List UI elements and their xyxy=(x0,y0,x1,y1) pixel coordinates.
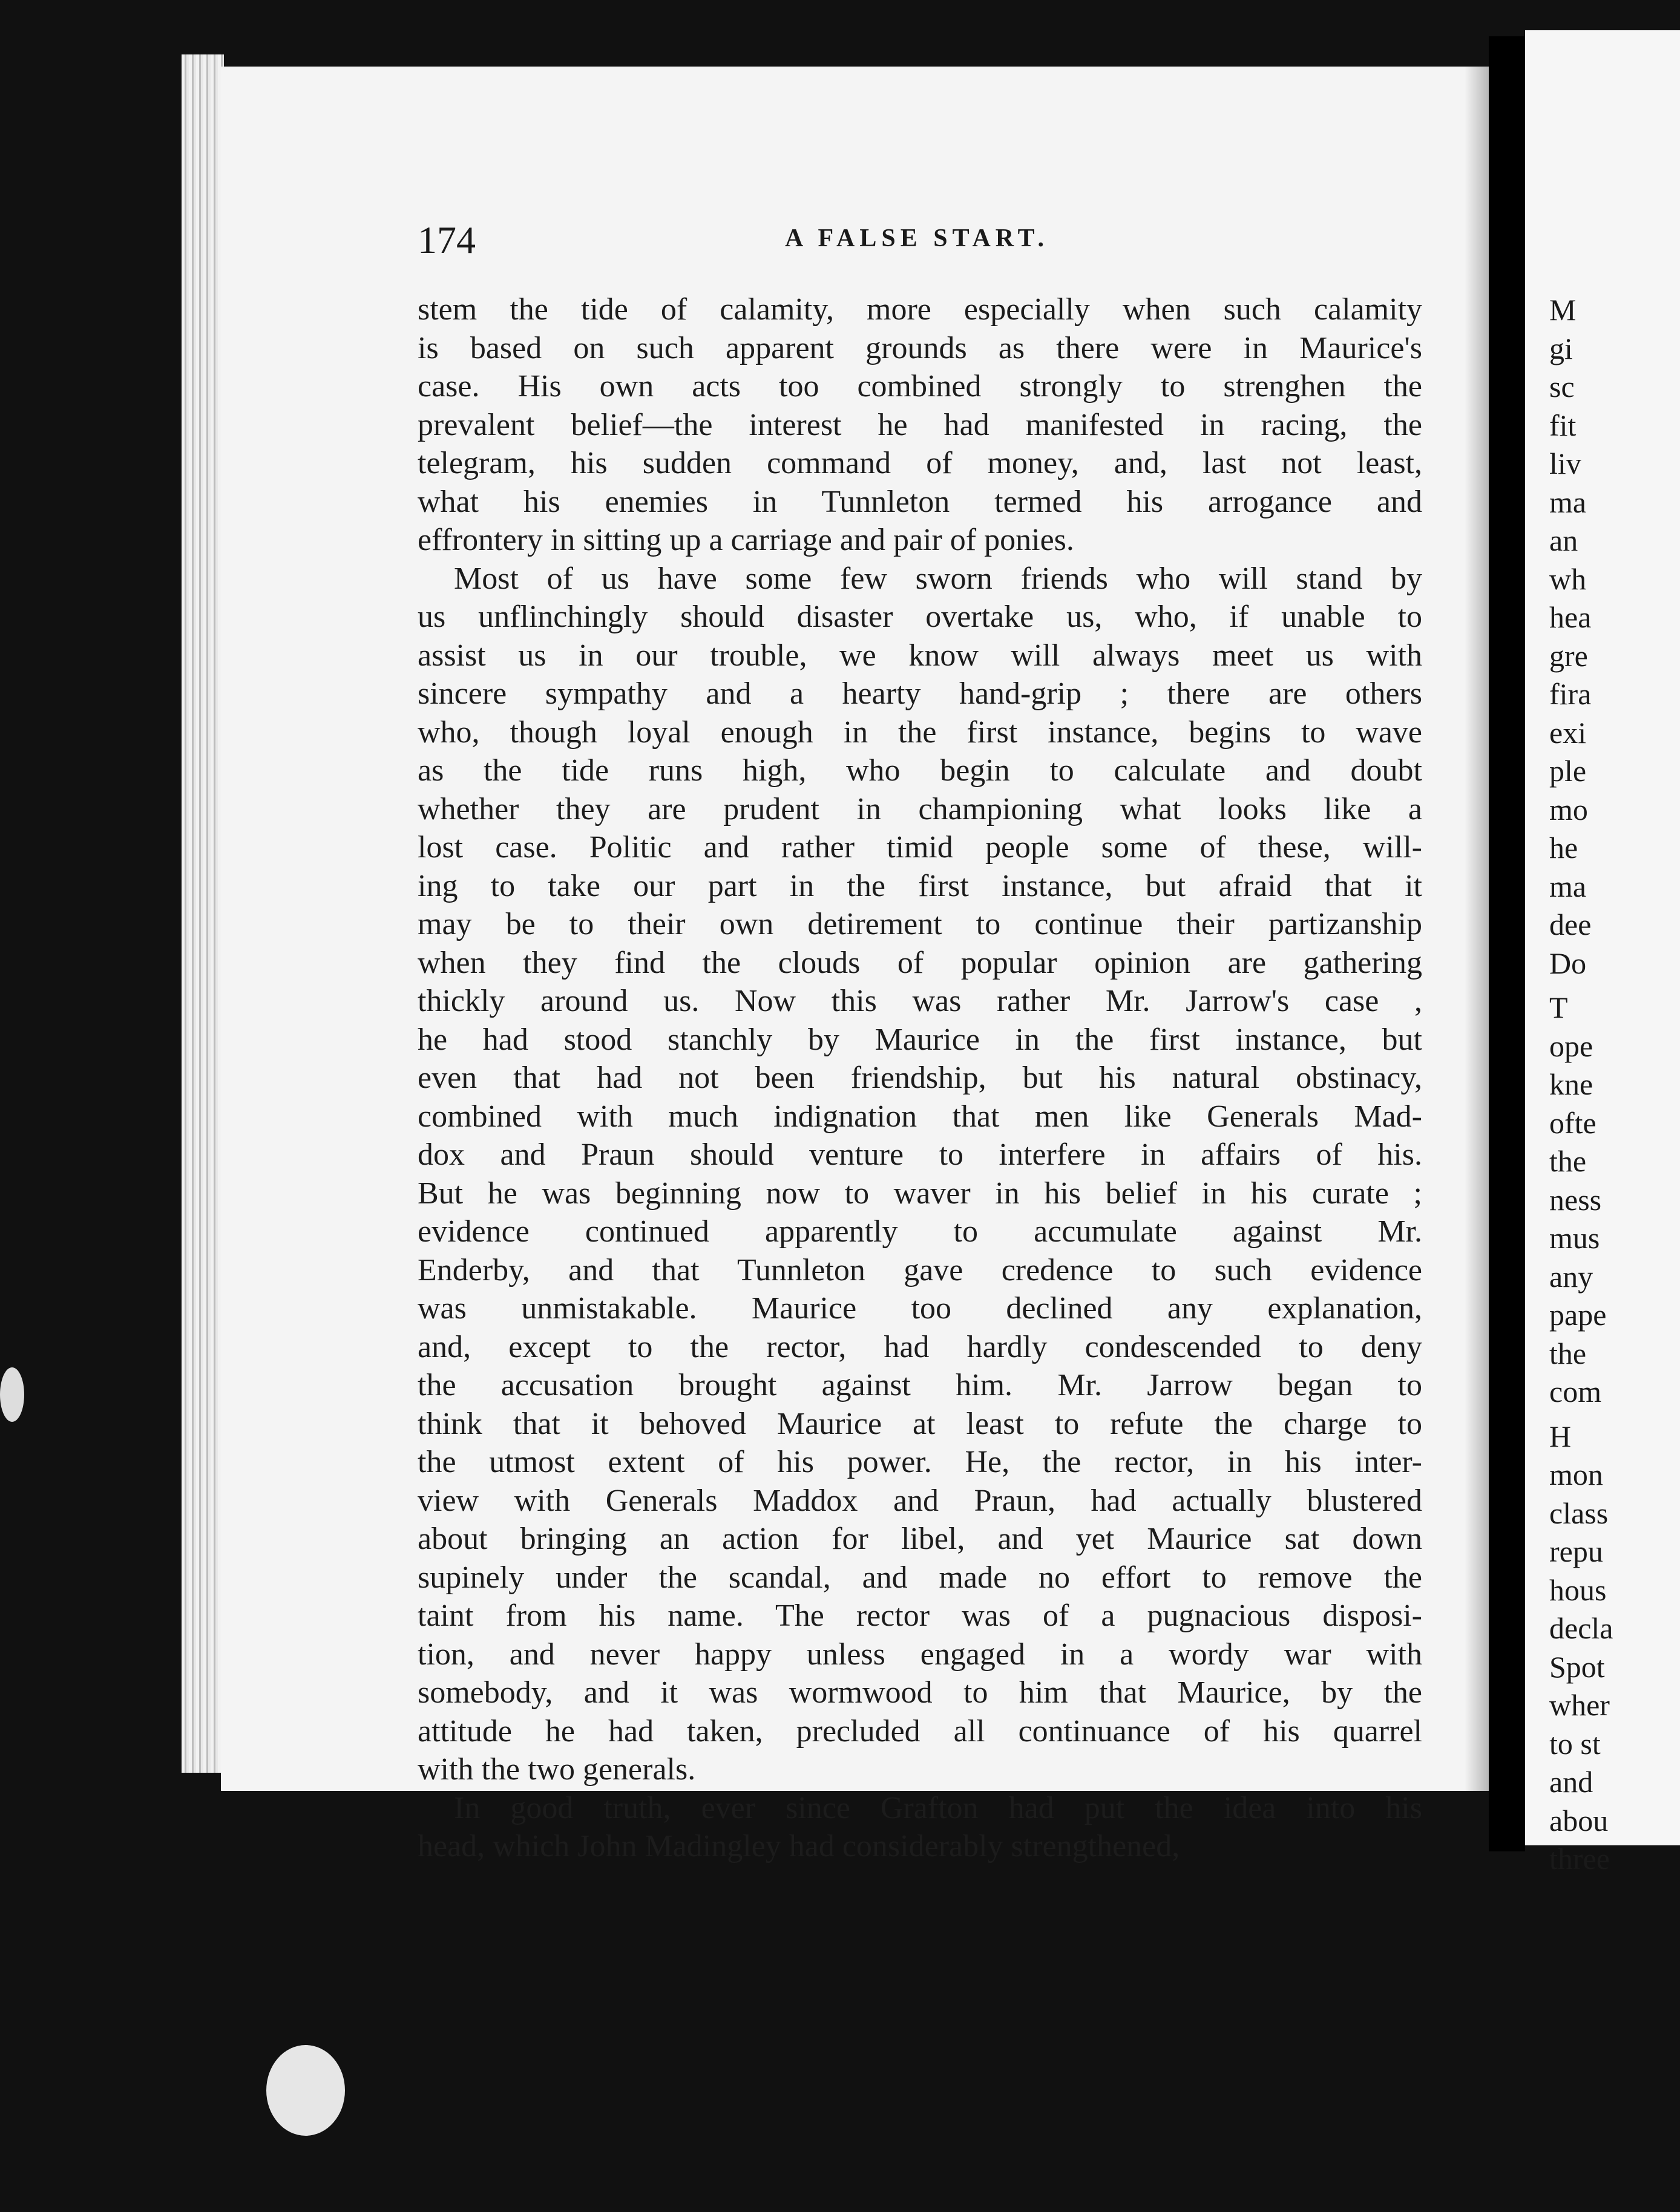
text-line: he had stood stanchly by Maurice in the first instance, but xyxy=(418,1022,1422,1057)
text-line: tion, and never happy unless engaged in a wordy war with xyxy=(418,1637,1422,1672)
facing-page-fragment: any xyxy=(1549,1259,1593,1294)
facing-page-fragment: three xyxy=(1549,1842,1610,1876)
facing-page-fragment: ma xyxy=(1549,869,1587,903)
book-gutter xyxy=(1489,36,1525,1851)
text-line: view with Generals Maddox and Praun, had actually blustered xyxy=(418,1483,1422,1518)
text-line: when they find the clouds of popular opinion are gathering xyxy=(418,945,1422,980)
text-line: think that it behoved Maurice at least to refute the charge to xyxy=(418,1406,1422,1441)
paper-speck xyxy=(0,1367,24,1422)
paragraph xyxy=(418,560,1422,1789)
text-line: head, which John Madingley had considerably strengthened, xyxy=(418,1829,1180,1864)
facing-page-fragment: mus xyxy=(1549,1221,1600,1255)
facing-page-fragment: pape xyxy=(1549,1298,1607,1332)
facing-page-fragment: Do xyxy=(1549,946,1587,980)
facing-page-fragment: kne xyxy=(1549,1067,1593,1101)
text-line: taint from his name. The rector was of a pugnacious disposi- xyxy=(418,1598,1422,1633)
facing-page-fragment: M xyxy=(1549,293,1577,327)
text-line: what his enemies in Tunnleton termed his arrogance and xyxy=(418,484,1422,519)
text-line: even that had not been friendship, but his natural obstinacy, xyxy=(418,1061,1422,1095)
body-text xyxy=(418,290,1422,1866)
text-line: and, except to the rector, had hardly condescended to deny xyxy=(418,1329,1422,1364)
text-line: us unflinchingly should disaster overtake us, who, if unable to xyxy=(418,600,1422,634)
text-line: attitude he had taken, precluded all continuance of his quarrel xyxy=(418,1713,1422,1749)
facing-page-fragment: gre xyxy=(1549,638,1588,673)
facing-page-fragment: an xyxy=(1549,523,1578,557)
text-line: assist us in our trouble, we know will always meet us with xyxy=(418,638,1422,673)
facing-page-fragment: class xyxy=(1549,1496,1609,1530)
facing-page-fragment: T xyxy=(1549,990,1568,1024)
text-line: whether they are prudent in championing what looks like a xyxy=(418,791,1422,826)
paragraph xyxy=(418,1789,1422,1866)
facing-page-fragment: the xyxy=(1549,1144,1587,1178)
facing-page-fragment: hea xyxy=(1549,600,1592,634)
facing-page-fragment: fira xyxy=(1549,677,1592,711)
running-title: A FALSE START. xyxy=(784,224,1049,252)
facing-page-fragment: H xyxy=(1549,1419,1572,1453)
text-line: the accusation brought against him. Mr. Jarrow began to xyxy=(418,1368,1422,1402)
text-line: with the two generals. xyxy=(418,1752,696,1787)
text-line: the utmost extent of his power. He, the rector, in his inter- xyxy=(418,1445,1422,1479)
text-line: case. His own acts too combined strongly to strenghen the xyxy=(418,369,1422,404)
facing-page xyxy=(1525,30,1680,1876)
facing-page-fragment: wh xyxy=(1549,561,1587,596)
facing-page-fragment: mon xyxy=(1549,1458,1603,1491)
facing-page-fragment: wher xyxy=(1549,1688,1610,1722)
text-line: thickly around us. Now this was rather Mr. Jarrow's case , xyxy=(418,984,1422,1018)
text-line: who, though loyal enough in the first instance, begins to wave xyxy=(418,715,1422,750)
text-line: combined with much indignation that men like Generals Mad- xyxy=(418,1099,1422,1134)
text-line: was unmistakable. Maurice too declined any explanation, xyxy=(418,1291,1422,1326)
text-line: lost case. Politic and rather timid people some of these, will- xyxy=(418,830,1422,865)
facing-page-fragment: fit xyxy=(1549,408,1577,442)
text-line: stem the tide of calamity, more especially when such calamity xyxy=(418,292,1422,327)
facing-page-fragment: Spot xyxy=(1549,1649,1605,1684)
page-number: 174 xyxy=(418,218,476,261)
facing-page-fragment: dee xyxy=(1549,908,1592,941)
facing-page-fragment: and xyxy=(1549,1765,1593,1799)
facing-page-fragment: ofte xyxy=(1549,1105,1596,1140)
text-line: Most of us have some few sworn friends who will stand by xyxy=(454,561,1422,596)
text-line: ing to take our part in the first instance, but afraid that it xyxy=(418,868,1422,903)
facing-page-fragment: ma xyxy=(1549,485,1587,519)
facing-page-fragment: hous xyxy=(1549,1572,1607,1607)
text-line: supinely under the scandal, and made no effort to remove the xyxy=(418,1560,1422,1595)
page-edges xyxy=(182,54,224,1773)
paper-speck xyxy=(266,2045,345,2136)
text-line: may be to their own detirement to continue their partizanship xyxy=(418,907,1422,941)
facing-page-fragment: he xyxy=(1549,831,1578,865)
text-line: telegram, his sudden command of money, and, last not least, xyxy=(418,446,1422,480)
facing-page-fragment: sc xyxy=(1549,370,1575,404)
text-line: In good truth, ever since Grafton had put the idea into his xyxy=(454,1790,1422,1825)
facing-page-fragment: to st xyxy=(1549,1726,1601,1761)
facing-page-fragment: liv xyxy=(1549,447,1581,480)
text-line: about bringing an action for libel, and yet Maurice sat down xyxy=(418,1522,1422,1556)
facing-page-fragment: ple xyxy=(1549,754,1587,788)
page-gutter-shadow xyxy=(1465,67,1489,1791)
text-line: dox and Praun should venture to interfere in affairs of his. xyxy=(418,1137,1422,1172)
facing-page-fragment: the xyxy=(1549,1336,1587,1370)
facing-page-fragment: exi xyxy=(1549,715,1587,750)
facing-page-fragment: decla xyxy=(1549,1611,1613,1645)
text-line: But he was beginning now to waver in his belief in his curate ; xyxy=(418,1176,1422,1211)
text-line: as the tide runs high, who begin to calculate and doubt xyxy=(418,753,1422,788)
text-line: Enderby, and that Tunnleton gave credence to such evidence xyxy=(418,1252,1422,1288)
facing-page-fragment: mo xyxy=(1549,792,1588,826)
paragraph xyxy=(418,290,1422,560)
facing-page-fragment: ness xyxy=(1549,1182,1602,1217)
facing-page-fragment: ope xyxy=(1549,1029,1593,1063)
text-line: is based on such apparent grounds as there were in Maurice's xyxy=(418,330,1422,365)
facing-page-fragment: repu xyxy=(1549,1534,1603,1568)
facing-page-fragment: abou xyxy=(1549,1803,1609,1837)
text-line: prevalent belief—the interest he had manifested in racing, the xyxy=(418,407,1422,442)
text-line: sincere sympathy and a hearty hand-grip ; there are others xyxy=(418,676,1422,711)
facing-page-fragment: gi xyxy=(1549,331,1573,365)
text-line: somebody, and it was wormwood to him that Maurice, by the xyxy=(418,1675,1422,1710)
facing-page-fragment: com xyxy=(1549,1375,1602,1409)
text-line: evidence continued apparently to accumulate against Mr. xyxy=(418,1214,1422,1249)
text-line: effrontery in sitting up a carriage and pair of ponies. xyxy=(418,523,1074,557)
